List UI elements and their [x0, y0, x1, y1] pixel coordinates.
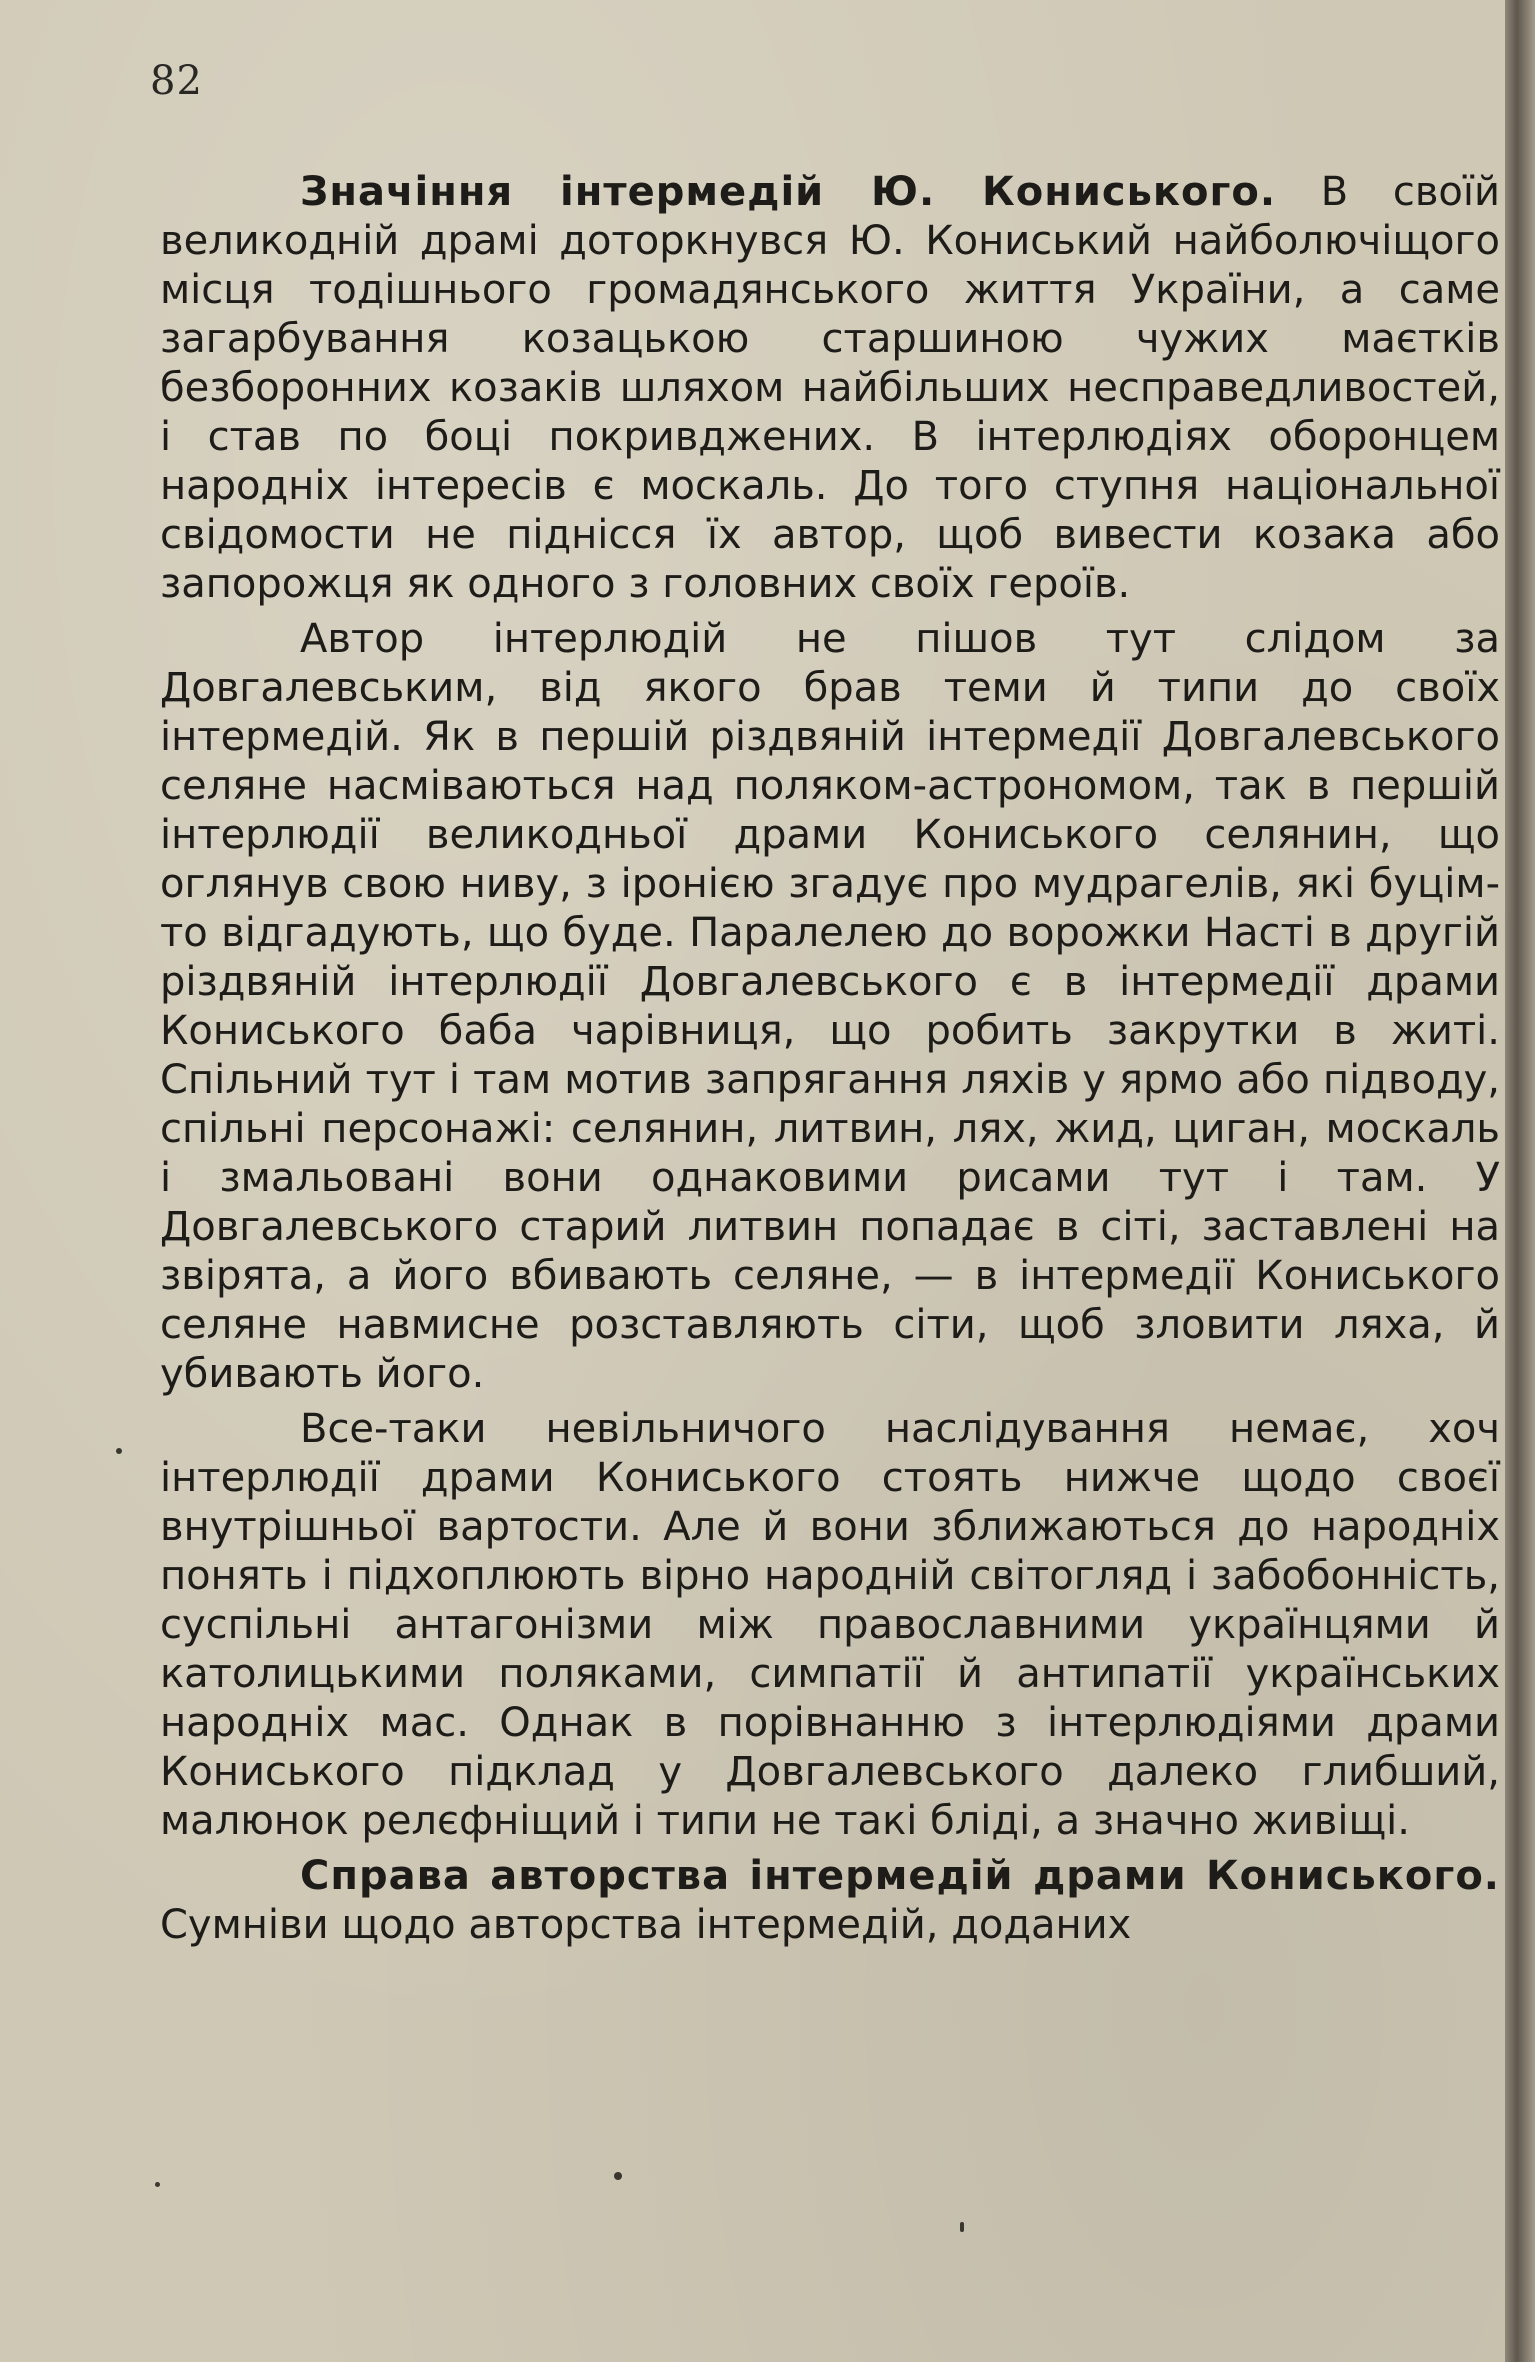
page-number: 82 — [150, 58, 203, 104]
section-1-paragraph — [160, 168, 1500, 609]
paragraph-3: Все-таки невільничого наслідування немає, хоч інтерлюдії драми Кониського стоять нижче щодо своєї внутрішньої вартости. Але й вони зближаються до народніх понять і підхоплюють вірно народній світогляд і забобонність, суспільні антагонізми між православними українцями й католицькими поляками, симпатії й антипатії українських народніх мас. Однак в порівнанню з інтерлюдіями драми Кониського підклад у Довгалевського далеко глибший, малюнок релєфніщий і типи не такі бліді, а значно живіщі. — [160, 1406, 1500, 1844]
paper-speck — [960, 2222, 964, 2232]
section-2-heading: Справа авторства інтермедій драми Кониського. — [300, 1853, 1500, 1899]
section-2-paragraph — [160, 1852, 1500, 1950]
section-2-body: Сумніви щодо авторства інтермедій, доданих — [160, 1902, 1132, 1948]
section-1-heading: Значіння інтермедій Ю. Кониського. — [300, 169, 1277, 215]
page-text — [160, 168, 1500, 1956]
paper-speck — [155, 2182, 160, 2187]
book-gutter — [1505, 0, 1535, 2362]
paragraph-2: Автор інтерлюдій не пішов тут слідом за Довгалевським, від якого брав теми й типи до своїх інтермедій. Як в першій різдвяній інтермедії Довгалевського селяне насміваються над поляком-астрономом, так в першій інтерлюдії великодньої драми Кониського селянин, що оглянув свою ниву, з іронією згадує про мудрагелів, які буцім-то відгадують, що буде. Паралелею до ворожки Насті в другій різдвяній інтерлюдії Довгалевського є в інтермедії драми Кониського баба чарівниця, що робить закрутки в житі. Спільний тут і там мотив запрягання ляхів у ярмо або підводу, спільні персонажі: селянин, литвин, лях, жид, циган, москаль і змальовані вони однаковими рисами тут і там. У Довгалевського старий литвин попадає в сіті, заставлені на звірята, а його вбивають селяне, — в інтермедії Кониського селяне навмисне розставляють сіти, щоб зловити ляха, й убивають його. — [160, 616, 1500, 1397]
section-1-body: В своїй великодній драмі доторкнувся Ю. Кониський найболючіщого місця тодішнього громадянського життя України, а саме загарбування козацькою старшиною чужих маєтків безборонних козаків шляхом найбільших несправедливостей, і став по боці покривджених. В інтерлюдіях оборонцем народніх інтересів є москаль. До того ступня національної свідомости не піднісся їх автор, щоб вивести козака або запорожця як одного з головних своїх героїв. — [160, 169, 1500, 607]
paper-speck — [116, 1448, 122, 1454]
paper-speck — [614, 2172, 622, 2180]
